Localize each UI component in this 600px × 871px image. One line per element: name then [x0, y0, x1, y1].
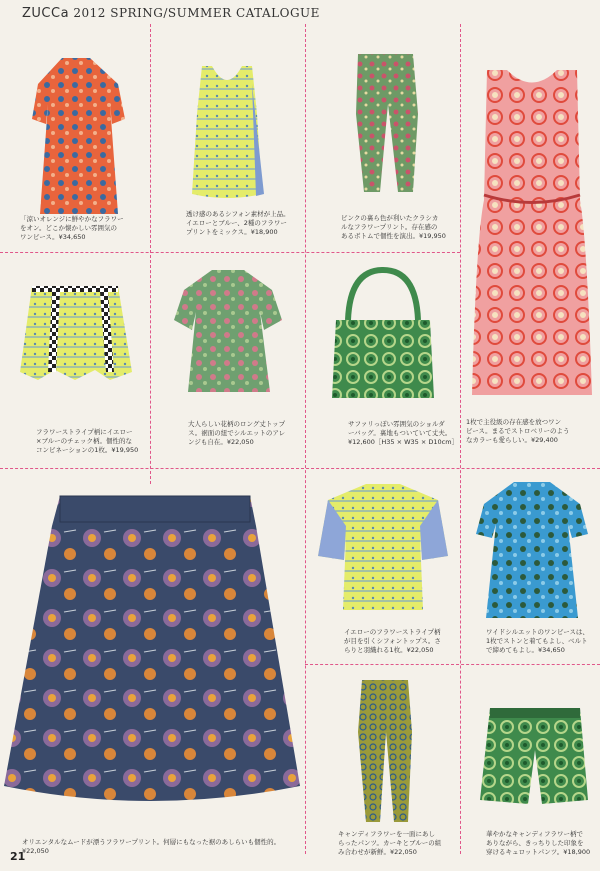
caption-navy-skirt: オリエンタルなムードが漂うフラワープリント。何層にもなった裾のあしらいも個性的。¥22,050	[22, 838, 281, 855]
caption-green-shorts: 華やかなキャンディフラワー柄で ありながら、きっちりした印象を 穿けるキュロットパンツ。¥18,900	[486, 830, 591, 856]
check-skirt-image	[0, 272, 150, 412]
page-number: 21	[10, 850, 26, 863]
divider-v2	[305, 24, 306, 854]
caption-shoulder-bag: サファリっぽい雰囲気のショルダ ーバッグ。裏地もついていて丈夫。 ¥12,600［H35 × W35 × D10cm］	[348, 420, 459, 446]
divider-v3	[460, 24, 461, 854]
blue-dress-image	[462, 474, 600, 624]
catalogue-title: 2012 SPRING/SUMMER CATALOGUE	[73, 6, 320, 20]
shoulder-bag-image	[308, 260, 458, 420]
caption-long-top: 大人らしい花柄のロング丈トップ ス。裾面の紐でシルエットのアレ ンジも自在。¥22,050	[188, 420, 286, 446]
caption-chiffon-tank: 透け感のあるシフォン素材が上品。 イエローとブルー、2種のフラワー プリントをミックス。¥18,900	[186, 210, 290, 236]
caption-orange-dress: 「涼いオレンジに鮮やかなフラワー をオン。どこか懐かしい雰囲気の ワンピース。¥34,650	[20, 215, 124, 241]
divider-h3	[305, 664, 600, 665]
pink-dress-image	[462, 40, 600, 420]
brand-logo: ZUCCa	[22, 6, 70, 21]
caption-pink-dress: 1枚で主役級の存在感を放つワン ピース。まるでストロベリーのよう なカラーも愛らしい。¥29,400	[466, 418, 570, 444]
caption-green-pants: ピンクの裏ら色が利いたクラシカ ルなフラワープリント。存在感の あるボトムで個性を演出。¥19,950	[341, 214, 446, 240]
caption-candy-pants: キャンディフラワーを一面にあし らったパンツ。カーキとブルーの組 み合わせが新鮮。¥22,050	[338, 830, 442, 856]
green-pants-image	[308, 24, 458, 214]
divider-v1	[150, 24, 151, 484]
long-top-image	[152, 260, 302, 410]
divider-h2	[0, 468, 600, 469]
caption-blue-dress: ワイドシルエットのワンピースは、 1枚でストンと着てもよし、ベルト で締めてもよし。¥34,650	[486, 628, 589, 654]
caption-check-skirt: フラワーストライプ柄にイエロー ×ブルーのチェック柄。個性的な コンビネーションの1枚。¥19,950	[36, 428, 139, 454]
green-shorts-image	[462, 700, 600, 820]
catalogue-header	[22, 6, 320, 21]
navy-skirt-image	[0, 486, 305, 836]
chiffon-blouse-image	[308, 476, 458, 616]
candy-pants-image	[308, 672, 458, 832]
caption-chiffon-blouse: イエローのフラワーストライプ柄 が目を引くシフォントップス。さ らりと羽織れる1枚。¥22,050	[344, 628, 441, 654]
